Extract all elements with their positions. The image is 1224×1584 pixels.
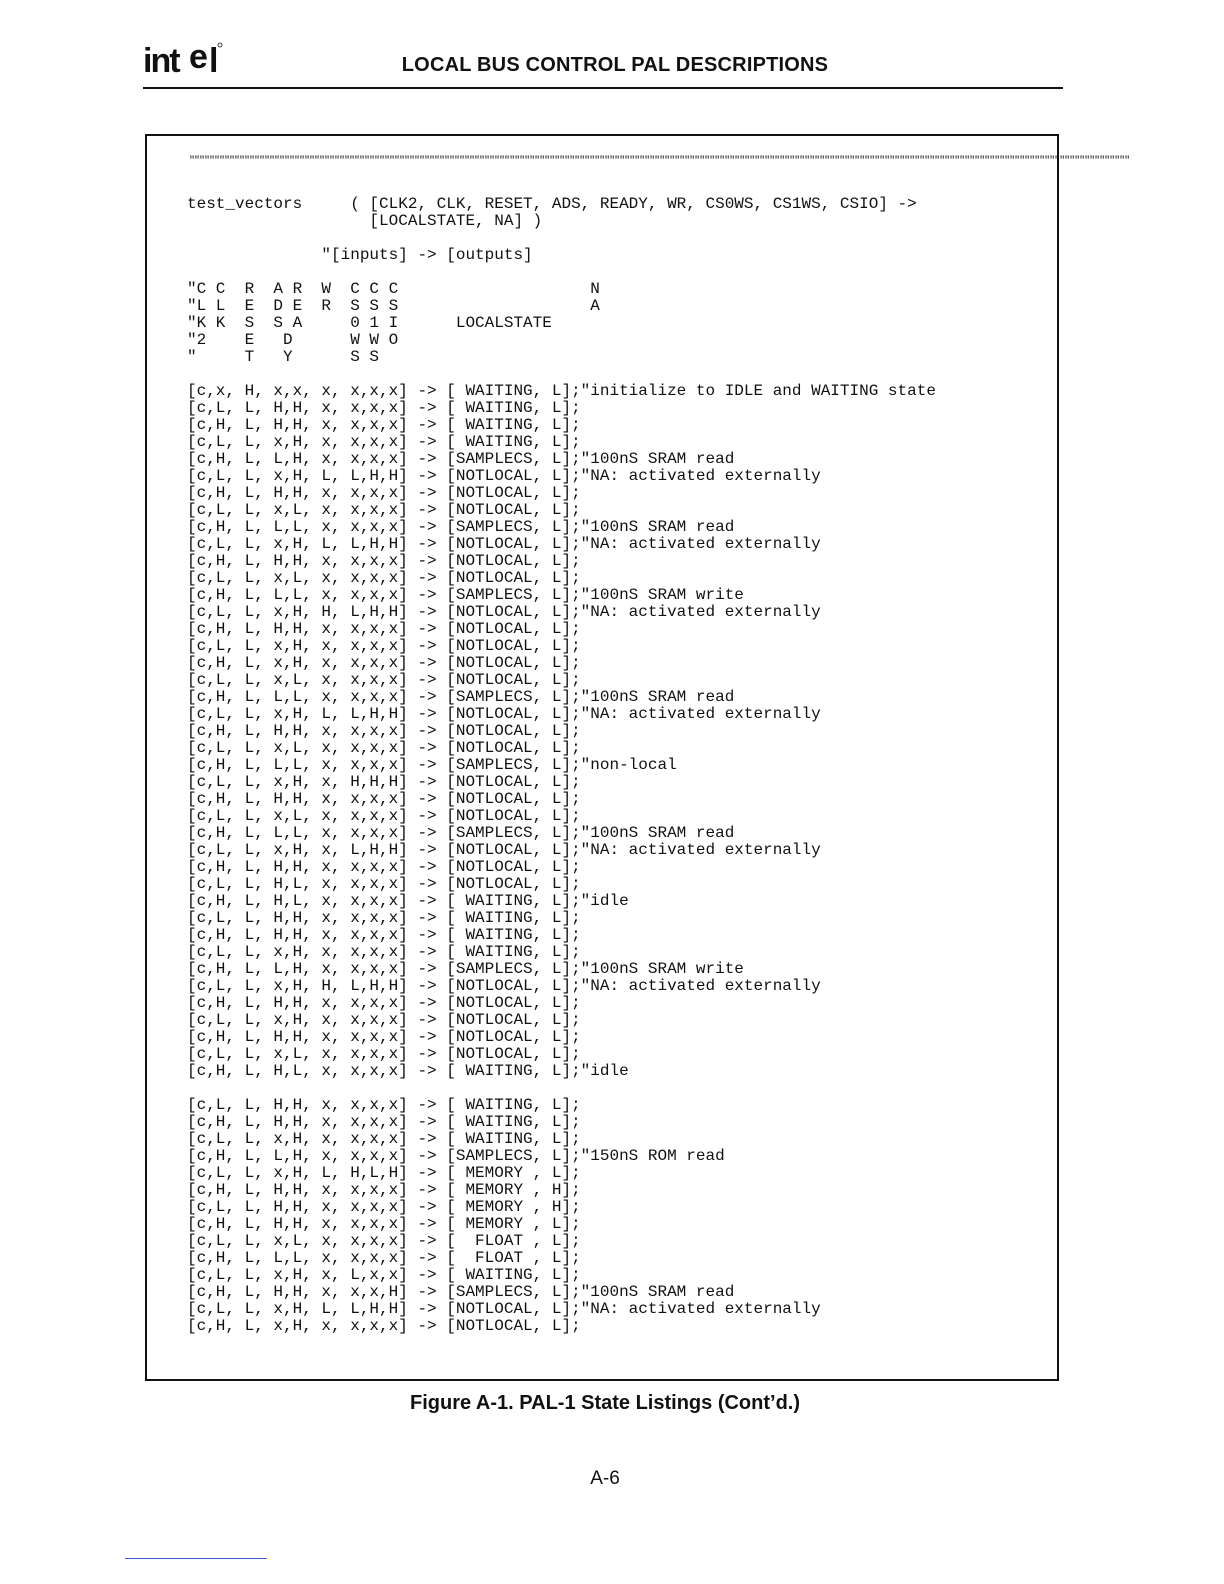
figure-caption: Figure A-1. PAL-1 State Listings (Cont’d.) [410, 1392, 800, 1414]
header-rule [143, 87, 1063, 89]
separator-line: """""""""""""""""""""""""""""""""""""""""""""""""""""""""""""""""""""""""""""""""""""""""""""""""""""""""""""""""""""""""""""""""""""""""""""""""""""""""""""""""""""""""""""""""""""""""""" [189, 156, 1130, 167]
footer-rule [125, 1558, 267, 1559]
svg-text:int: int [143, 42, 179, 80]
state-listing-box [145, 134, 1130, 1381]
svg-text:l: l [209, 42, 219, 80]
page-number: A-6 [590, 1468, 620, 1489]
test-vectors-listing: test_vectors ( [CLK2, CLK, RESET, ADS, READY, WR, CS0WS, CS1WS, CSIO] -> [LOCALSTATE, NA] ) "[inputs] -> [outputs] "C C R A R W C C C N "L L E D E R S S S A "K K S S A 0 1 I LOCALSTATE "2 E D W W O " T Y S S [c,x, H, x,x, x, x,x,x] -> [ WAITING, L];"initialize to IDLE and WAITING state [c,L, L, H,H, x, x,x,x] -> [ WAITING, L]; [c,H, L, H,H, x, x,x,x] -> [ WAITING, L]; [c,L, L, x,H, x, x,x,x] -> [ WAITING, L]; [c,H, L, L,H, x, x,x,x] -> [SAMPLECS, L];"100nS SRAM read [c,L, L, x,H, L, L,H,H] -> [NOTLOCAL, L];"NA: activated externally [c,H, L, H,H, x, x,x,x] -> [NOTLOCAL, L]; [c,L, L, x,L, x, x,x,x] -> [NOTLOCAL, L]; [c,H, L, L,L, x, x,x,x] -> [SAMPLECS, L];"100nS SRAM read [c,L, L, x,H, L, L,H,H] -> [NOTLOCAL, L];"NA: activated externally [c,H, L, H,H, x, x,x,x] -> [NOTLOCAL, L]; [c,L, L, x,L, x, x,x,x] -> [NOTLOCAL, L]; [c,H, L, L,L, x, x,x,x] -> [SAMPLECS, L];"100nS SRAM write [c,L, L, x,H, H, L,H,H] -> [NOTLOCAL, L];"NA: activated externally [c,H, L, H,H, x, x,x,x] -> [NOTLOCAL, L]; [c,L, L, x,H, x, x,x,x] -> [NOTLOCAL, L]; [c,H, L, x,H, x, x,x,x] -> [NOTLOCAL, L]; [c,L, L, x,L, x, x,x,x] -> [NOTLOCAL, L]; [c,H, L, L,L, x, x,x,x] -> [SAMPLECS, L];"100nS SRAM read [c,L, L, x,H, L, L,H,H] -> [NOTLOCAL, L];"NA: activated externally [c,H, L, H,H, x, x,x,x] -> [NOTLOCAL, L]; [c,L, L, x,L, x, x,x,x] -> [NOTLOCAL, L]; [c,H, L, L,L, x, x,x,x] -> [SAMPLECS, L];"non-local [c,L, L, x,H, x, H,H,H] -> [NOTLOCAL, L]; [c,H, L, H,H, x, x,x,x] -> [NOTLOCAL, L]; [c,L, L, x,L, x, x,x,x] -> [NOTLOCAL, L]; [c,H, L, L,L, x, x,x,x] -> [SAMPLECS, L];"100nS SRAM read [c,L, L, x,H, x, L,H,H] -> [NOTLOCAL, L];"NA: activated externally [c,H, L, H,H, x, x,x,x] -> [NOTLOCAL, L]; [c,L, L, H,L, x, x,x,x] -> [NOTLOCAL, L]; [c,H, L, H,L, x, x,x,x] -> [ WAITING, L];"idle [c,L, L, H,H, x, x,x,x] -> [ WAITING, L]; [c,H, L, H,H, x, x,x,x] -> [ WAITING, L]; [c,L, L, x,H, x, x,x,x] -> [ WAITING, L]; [c,H, L, L,H, x, x,x,x] -> [SAMPLECS, L];"100nS SRAM write [c,L, L, x,H, H, L,H,H] -> [NOTLOCAL, L];"NA: activated externally [c,H, L, H,H, x, x,x,x] -> [NOTLOCAL, L]; [c,L, L, x,H, x, x,x,x] -> [NOTLOCAL, L]; [c,H, L, H,H, x, x,x,x] -> [NOTLOCAL, L]; [c,L, L, x,L, x, x,x,x] -> [NOTLOCAL, L]; [c,H, L, H,L, x, x,x,x] -> [ WAITING, L];"idle [c,L, L, H,H, x, x,x,x] -> [ WAITING, L]; [c,H, L, H,H, x, x,x,x] -> [ WAITING, L]; [c,L, L, x,H, x, x,x,x] -> [ WAITING, L]; [c,H, L, L,H, x, x,x,x] -> [SAMPLECS, L];"150nS ROM read [c,L, L, x,H, L, H,L,H] -> [ MEMORY , L]; [c,H, L, H,H, x, x,x,x] -> [ MEMORY , H]; [c,L, L, H,H, x, x,x,x] -> [ MEMORY , H]; [c,H, L, H,H, x, x,x,x] -> [ MEMORY , L]; [c,L, L, x,L, x, x,x,x] -> [ FLOAT , L]; [c,H, L, L,L, x, x,x,x] -> [ FLOAT , L]; [c,L, L, x,H, x, L,x,x] -> [ WAITING, L]; [c,H, L, H,H, x, x,x,H] -> [SAMPLECS, L];"100nS SRAM read [c,L, L, x,H, L, L,H,H] -> [NOTLOCAL, L];"NA: activated externally [c,H, L, x,H, x, x,x,x] -> [NOTLOCAL, L]; [187, 195, 936, 1335]
intel-logo [143, 38, 233, 88]
svg-text:e: e [189, 38, 208, 76]
page-header-title: LOCAL BUS CONTROL PAL DESCRIPTIONS [401, 54, 829, 76]
